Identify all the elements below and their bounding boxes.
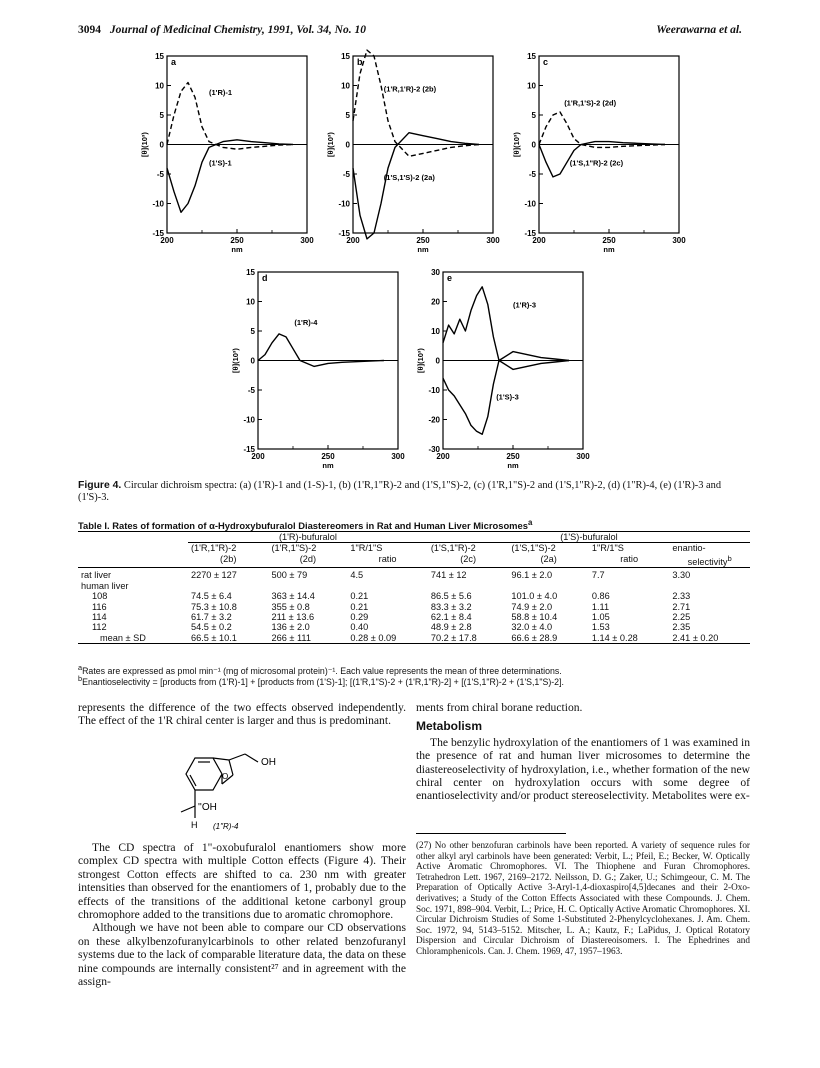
y-tick-label: -15 xyxy=(152,229,164,238)
x-axis-label: nm xyxy=(507,461,519,470)
y-tick-label: 5 xyxy=(250,327,255,336)
panel-letter: d xyxy=(262,273,268,283)
table-row xyxy=(78,612,750,622)
panel-letter: a xyxy=(171,57,177,67)
table-cell: 4.5 xyxy=(350,570,364,581)
y-axis-label: [θ](10³) xyxy=(512,132,521,157)
cd-panel-d xyxy=(231,268,405,470)
right-para-2: The benzylic hydroxylation of the enantiomers of 1 was examined in the presence of rat and human liver microsomes to determine the diastereoselectivity of hydroxylation, i.e., whether formation of the new chiral center on hydroxylation occurs with some degree of enantioselectivity and/or product stereoselectivity. Metabolites were ex- xyxy=(416,735,750,803)
table-cell: 75.3 ± 10.8 xyxy=(190,601,237,612)
table-cell: 66.6 ± 28.9 xyxy=(508,633,589,644)
table-cell: 0.21 xyxy=(350,601,369,612)
table-cell: 61.7 ± 3.2 xyxy=(190,611,232,622)
table-cell: 83.3 ± 3.2 xyxy=(430,601,472,612)
table-cell xyxy=(347,581,428,591)
table-cell: 2.33 xyxy=(672,591,691,602)
table-cell: 96.1 ± 2.0 xyxy=(511,570,553,581)
right-para-1: ments from chiral borane reduction. xyxy=(416,701,583,714)
structure-h: H xyxy=(191,820,198,830)
table-cell xyxy=(508,581,589,591)
table-title xyxy=(78,518,758,531)
table-cell: 355 ± 0.8 xyxy=(271,601,310,612)
table-cell: 1.53 xyxy=(591,622,610,633)
table-cell: 58.8 ± 10.4 xyxy=(511,611,558,622)
table-cell: 48.9 ± 2.8 xyxy=(430,622,472,633)
y-axis-label: [θ](10³) xyxy=(416,348,425,373)
table-cell: mean ± SD xyxy=(78,633,188,644)
footnote-rule xyxy=(416,833,566,834)
table-header-cell: (1'S,1"R)-2 (2c) xyxy=(428,543,509,568)
table-cell: 2.25 xyxy=(672,611,691,622)
table-header-cell: (1'R,1"R)-2 (2b) xyxy=(188,543,269,568)
table-footnote-a-text: Rates are expressed as pmol min⁻¹ (mg of microsomal protein)⁻¹. Each value represents the mean of three determinations. xyxy=(82,665,562,676)
y-tick-label: -10 xyxy=(338,199,350,209)
y-tick-label: -5 xyxy=(528,170,536,179)
series-label-negative: (1'S)-1 xyxy=(209,158,232,168)
table-header-cell: enantio- selectivity$^b$ xyxy=(669,543,750,568)
table-header-cell: (1'S,1"S)-2 (2a) xyxy=(508,543,589,568)
y-tick-label: 5 xyxy=(345,111,350,120)
figure-caption xyxy=(78,480,750,504)
table-header-cell: 1"R/1"S ratio xyxy=(347,543,428,568)
table-header-cell: 1"R/1"S ratio xyxy=(589,543,670,568)
y-tick-label: 0 xyxy=(435,356,440,366)
cd-series-line xyxy=(443,287,569,370)
table-footnote-a: $^a$Rates are expressed as pmol min⁻¹ (mg of microsomal protein)⁻¹. Each value represents the mean of three determinations. xyxy=(78,663,562,676)
table-cell: 62.1 ± 8.4 xyxy=(430,611,472,622)
series-label-negative: (1'S,1"R)-2 (2c) xyxy=(569,158,624,168)
y-tick-label: 10 xyxy=(341,81,350,91)
table-cell: 0.29 xyxy=(350,611,369,622)
series-label-positive: (1'R,1'S)-2 (2d) xyxy=(564,98,617,108)
journal-citation: Journal of Medicinal Chemistry, 1991, Vol. 34, No. 10 xyxy=(109,24,366,36)
right-column xyxy=(416,701,750,803)
table-header-cell: (1'R,1"S)-2 (2d) xyxy=(268,543,347,568)
y-tick-label: -15 xyxy=(243,445,255,454)
y-tick-label: 10 xyxy=(527,81,536,91)
cd-panel-b xyxy=(326,50,500,254)
table-cell: 2.71 xyxy=(672,601,691,612)
y-tick-label: -10 xyxy=(152,199,164,209)
table-cell: 108 xyxy=(92,591,108,602)
figure-caption-text: Circular dichroism spectra: (a) (1'R)-1 and (1-S)-1, (b) (1'R,1"R)-2 and (1'S,1"S)-2, (c) (1'R,1"S)-2 and (1'S,1"R)-2, (d) (1"R)-4, (e) (1'R)-3 and (1'S)-3. xyxy=(78,480,722,503)
cd-panel-e xyxy=(416,268,590,470)
y-tick-label: 0 xyxy=(159,140,164,150)
y-tick-label: 0 xyxy=(531,140,536,150)
series-label-positive: (1'R)-4 xyxy=(294,318,318,328)
reference-27: (27) No other benzofuran carbinols have been reported. A variety of sequence rules for other alkyl aryl carbinols have been generated: Verbit, L.; Pfeil, E.; Becker, W. Optically Active Aromatic Chromophores. VI. The Thiophene and Furan Chromophores. Tetrahedron Lett. 1967, 2169–2172. Neilsson, D. G.; Zaker, U.; Schimgeour, C. M. The Preparation of Optically Active 3-Aryl-1,4-dioxaspiro[4,5]decanes and their 2-Oxo-derivatives; a Study of the Cotton Effects Associated with these Compounds. J. Chem. Soc. 1971, 898–904. Verbit, L.; Price, H. C. Optically Active Aromatic Chromophores. XI. Circular Dichroism Studies of Some 1-Substituted 2-Phenylcyclohexanes. J. Am. Chem. Soc. 1972, 94, 5143–5152. Mitscher, L. A.; Kautz, F.; LaPidus, J. Optical Rotatory Dispersion and Circular Dichroism of Diastereoisomers. I. The Ephedrines and Chloramphenicols. Can. J. Chem. 1969, 47, 1957–1963. xyxy=(416,840,750,956)
table-cell: 741 ± 12 xyxy=(430,570,467,581)
table-cell: 3.30 xyxy=(672,570,691,581)
table-cell: 1.14 ± 0.28 xyxy=(589,633,670,644)
table-title-text: Table I. Rates of formation of α-Hydroxybufuralol Diastereomers in Rat and Human Liver Microsomes xyxy=(78,520,528,532)
table-row xyxy=(78,602,750,612)
table-cell xyxy=(268,581,347,591)
table-footnote-b-text: Enantioselectivity = [products from (1'R)-1] + [products from (1'S)-1]; [(1'R,1"S)-2 + (1'R,1"R)-2] + [(1'S,1"R)-2 + (1'S,1"S)-2]. xyxy=(82,676,564,687)
y-tick-label: -15 xyxy=(524,229,536,238)
table-cell: 74.5 ± 6.4 xyxy=(190,591,232,602)
table-cell: 363 ± 14.4 xyxy=(271,591,315,602)
table-body xyxy=(78,568,750,644)
table-cell xyxy=(669,581,750,591)
y-tick-label: -10 xyxy=(428,386,440,395)
left-column xyxy=(78,701,406,728)
series-label-positive: (1'R)-1 xyxy=(209,87,233,97)
running-author: Weerawarna et al. xyxy=(656,24,742,36)
table-cell: 0.21 xyxy=(350,591,369,602)
left-para-1: represents the difference of the two effects observed independently. The effect of the 1'R chiral center is larger and thus is predominant. xyxy=(78,701,406,728)
table-cell: 2.35 xyxy=(672,622,691,633)
y-tick-label: -5 xyxy=(342,170,350,179)
section-heading-metabolism: Metabolism xyxy=(416,719,483,734)
y-axis-label: [θ](10³) xyxy=(231,348,240,373)
table-cell xyxy=(589,581,670,591)
figure-4 xyxy=(0,0,820,480)
x-tick-label: 250 xyxy=(321,452,335,461)
table-header-row xyxy=(78,543,750,568)
y-tick-label: -10 xyxy=(524,199,536,209)
y-tick-label: -30 xyxy=(428,445,440,454)
left-column-lower xyxy=(78,841,406,988)
x-axis-label: nm xyxy=(322,461,334,470)
cd-panel-a xyxy=(140,52,314,254)
x-tick-label: 200 xyxy=(436,452,450,461)
x-tick-label: 200 xyxy=(346,236,360,245)
table-footnote-b: $^b$Enantioselectivity = [products from (1'R)-1] + [products from (1'S)-1]; [(1'R,1"S)-2 + (1'R,1"R)-2] + [(1'S,1"R)-2 + (1'S,1"S)-2]. xyxy=(78,674,564,687)
x-tick-label: 200 xyxy=(251,452,265,461)
table-cell: 112 xyxy=(92,622,107,633)
table-cell: 1.05 xyxy=(591,611,610,622)
y-tick-label: 20 xyxy=(431,297,440,307)
structure-label: (1"R)-4 xyxy=(213,822,239,831)
x-tick-label: 300 xyxy=(576,452,590,461)
table-cell: 101.0 ± 4.0 xyxy=(511,591,558,602)
panel-letter: e xyxy=(447,273,453,283)
table-cell: 7.7 xyxy=(591,570,605,581)
x-tick-label: 300 xyxy=(486,236,500,245)
table-row xyxy=(78,581,750,591)
table-cell: 114 xyxy=(92,611,107,622)
series-label-positive: (1'R)-3 xyxy=(513,300,537,310)
x-axis-label: nm xyxy=(603,245,615,254)
y-tick-label: 0 xyxy=(250,356,255,366)
table-cell: 86.5 ± 5.6 xyxy=(430,591,472,602)
x-tick-label: 250 xyxy=(416,236,430,245)
y-tick-label: 15 xyxy=(527,52,536,61)
table-cell xyxy=(188,581,269,591)
table-cell: 500 ± 79 xyxy=(271,570,308,581)
table-row xyxy=(78,591,750,601)
cd-series-line xyxy=(167,140,293,213)
table-cell: 116 xyxy=(92,601,107,612)
table-cell: 74.9 ± 2.0 xyxy=(511,601,553,612)
table-cell: 32.0 ± 4.0 xyxy=(511,622,553,633)
cd-series-line xyxy=(258,334,384,367)
y-tick-label: 5 xyxy=(531,111,536,120)
x-tick-label: 300 xyxy=(300,236,314,245)
cd-series-line xyxy=(353,50,479,156)
table-cell: rat liver xyxy=(81,570,112,581)
structure-oh-2: ''OH xyxy=(198,802,217,813)
table-cell xyxy=(428,581,509,591)
y-tick-label: 10 xyxy=(431,327,440,336)
y-tick-label: 15 xyxy=(246,268,255,277)
x-tick-label: 200 xyxy=(160,236,174,245)
table-cell: 211 ± 13.6 xyxy=(271,611,315,622)
y-tick-label: -5 xyxy=(156,170,164,179)
y-axis-label: [θ](10³) xyxy=(326,132,335,157)
y-tick-label: 0 xyxy=(345,140,350,150)
table-cell: 2270 ± 127 xyxy=(190,570,237,581)
x-tick-label: 250 xyxy=(506,452,520,461)
table-cell: 54.5 ± 0.2 xyxy=(190,622,232,633)
table-row xyxy=(78,622,750,632)
x-tick-label: 200 xyxy=(532,236,546,245)
x-tick-label: 300 xyxy=(391,452,405,461)
y-tick-label: 10 xyxy=(246,297,255,307)
y-axis-label: [θ](10³) xyxy=(140,132,149,157)
table-row xyxy=(78,633,750,644)
table-cell: 136 ± 2.0 xyxy=(271,622,310,633)
panel-letter: b xyxy=(357,57,363,67)
panel-letter: c xyxy=(543,57,549,67)
y-tick-label: 15 xyxy=(155,52,164,61)
structure-1r-4 xyxy=(165,748,305,833)
table-cell: 0.40 xyxy=(350,622,369,633)
y-tick-label: -20 xyxy=(428,415,440,425)
y-tick-label: -10 xyxy=(243,415,255,425)
table-cell: human liver xyxy=(81,580,129,591)
x-tick-label: 250 xyxy=(230,236,244,245)
table-group-s: (1'S)-bufuralol xyxy=(428,532,750,543)
table-cell: 266 ± 111 xyxy=(268,633,347,644)
series-label-negative: (1'S)-3 xyxy=(496,392,519,402)
table-1 xyxy=(78,531,750,644)
y-tick-label: 30 xyxy=(431,268,440,277)
table-cell: 70.2 ± 17.8 xyxy=(428,633,509,644)
structure-o: O xyxy=(222,772,229,781)
y-tick-label: 15 xyxy=(341,52,350,61)
page-number: 3094 xyxy=(78,24,101,36)
cd-series-line xyxy=(353,133,479,239)
structure-oh-1: OH xyxy=(261,757,276,768)
y-tick-label: -15 xyxy=(338,229,350,238)
series-label-negative: (1'S,1'S)-2 (2a) xyxy=(383,172,435,182)
y-tick-label: 5 xyxy=(159,111,164,120)
table-cell: 2.41 ± 0.20 xyxy=(669,633,750,644)
figure-caption-label: Figure 4. xyxy=(78,480,122,491)
cd-panel-c xyxy=(512,52,686,254)
y-tick-label: 10 xyxy=(155,81,164,91)
left-para-2: The CD spectra of 1"-oxobufuralol enantiomers show more complex CD spectra with multiple Cotton effects (Figure 4). Their strongest Cotton effects are shifted to ca. 230 nm with greater intensities than observed for the enantiomers of 1, probably due to the effects of the transitions of the additional ketone carbonyl group chromophore added to the transitions due to aromatic chromophore. xyxy=(78,841,406,922)
table-cell: 66.5 ± 10.1 xyxy=(188,633,269,644)
x-tick-label: 250 xyxy=(602,236,616,245)
table-cell: 0.86 xyxy=(591,591,610,602)
table-cell: 1.11 xyxy=(591,601,610,612)
table-row xyxy=(78,568,750,581)
table-title-footnote-mark: a xyxy=(527,518,533,527)
y-tick-label: -5 xyxy=(247,386,255,395)
series-label-positive: (1'R,1'R)-2 (2b) xyxy=(383,84,437,94)
x-axis-label: nm xyxy=(417,245,429,254)
left-para-3: Although we have not been able to compare our CD observations on these alkylbenzofuranylcarbinols to other related benzofuranyl systems due to the lack of comparable literature data, the data on these nine compounds are internally consistent²⁷ and in agreement with the assign- xyxy=(78,921,406,989)
x-tick-label: 300 xyxy=(672,236,686,245)
table-group-r: (1'R)-bufuralol xyxy=(188,532,428,543)
table-cell: 0.28 ± 0.09 xyxy=(347,633,428,644)
x-axis-label: nm xyxy=(231,245,243,254)
structure-bonds xyxy=(181,754,258,818)
